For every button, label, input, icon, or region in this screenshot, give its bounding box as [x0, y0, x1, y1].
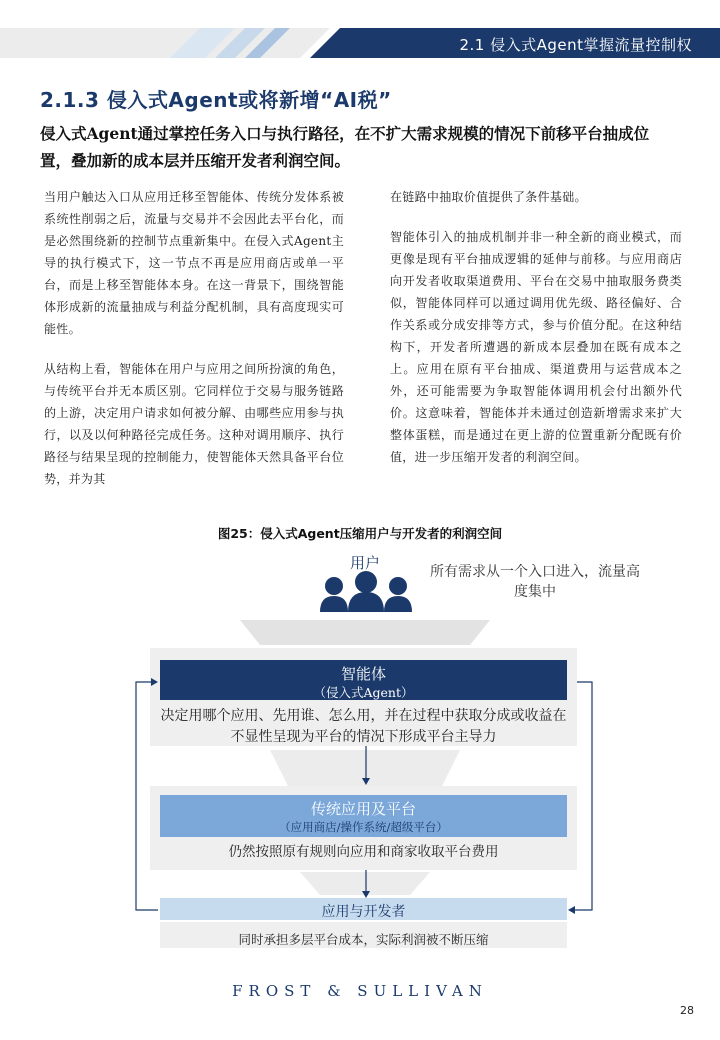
body-left-column	[44, 186, 344, 508]
trad-description: 仍然按照原有规则向应用和商家收取平台费用	[228, 844, 499, 860]
body-right-column	[390, 186, 682, 486]
user-label: 用户	[349, 554, 380, 572]
funnel-diagram-graphic	[0, 540, 720, 960]
funnel-top-layer	[240, 620, 490, 645]
figure-caption: 图25：侵入式Agent压缩用户与开发者的利润空间	[217, 526, 503, 541]
body-paragraph: 智能体引入的抽成机制并非一种全新的商业模式，而更像是现有平台抽成逻辑的延伸与前移。与应用商店向开发者收取渠道费用、平台在交易中抽取服务费类似，智能体同样可以通过调用优先级、路径偏好、合作关系或分成安排等方式，参与价值分配。在这种结构下，开发者所遭遇的新成本层叠加在既有成本之上。应用在原有平台抽成、渠道费用与运营成本之外，还可能需要为争取智能体调用机会付出额外代价。这意味着，智能体并未通过创造新增需求来扩大整体蛋糕，而是通过在更上游的位置重新分配既有价值，进一步压缩开发者的利润空间。	[390, 230, 682, 464]
frost-sullivan-logo: FROST & SULLIVAN	[232, 982, 488, 1000]
trad-title: 传统应用及平台	[310, 800, 416, 818]
funnel-mid-layer	[270, 750, 460, 790]
user-note: 所有需求从一个入口进入，流量高度集中	[430, 564, 640, 600]
body-paragraph: 在链路中抽取价值提供了条件基础。	[390, 190, 587, 204]
section-title: 2.1.3 侵入式Agent或将新增“AI税”	[40, 88, 392, 112]
agent-description: 决定用哪个应用、先用谁、怎么用，并在过程中获取分成或收益在不显性呈现为平台的情况下形成平台主导力	[160, 708, 567, 745]
funnel-diagram	[0, 540, 720, 960]
section-lead: 侵入式Agent通过掌控任务入口与执行路径，在不扩大需求规模的情况下前移平台抽成位置，叠加新的成本层并压缩开发者利润空间。	[40, 124, 650, 170]
trad-subtitle: （应用商店/操作系统/超级平台）	[279, 820, 448, 834]
agent-subtitle: （侵入式Agent）	[313, 685, 414, 700]
body-paragraph: 从结构上看，智能体在用户与应用之间所扮演的角色，与传统平台并无本质区别。它同样位于交易与服务链路的上游，决定用户请求如何被分解、由哪些应用参与执行，以及以何种路径完成任务。这种对调用顺序、执行路径与结果呈现的控制能力，使智能体天然具备平台位势，并为其	[44, 362, 344, 486]
body-paragraph: 当用户触达入口从应用迁移至智能体、传统分发体系被系统性削弱之后，流量与交易并不会因此去平台化，而是必然围绕新的控制节点重新集中。在侵入式Agent主导的执行模式下，这一节点不再是应用商店或单一平台，而是上移至智能体本身。在这一背景下，围绕智能体形成新的流量抽成与利益分配机制，具有高度现实可能性。	[44, 190, 344, 336]
users-icon	[320, 571, 412, 612]
page-number: 28	[680, 1004, 694, 1017]
agent-title: 智能体	[340, 665, 386, 683]
dev-description: 同时承担多层平台成本，实际利润被不断压缩	[238, 932, 489, 947]
header-title: 2.1 侵入式Agent掌握流量控制权	[459, 36, 692, 54]
dev-title: 应用与开发者	[321, 904, 406, 920]
